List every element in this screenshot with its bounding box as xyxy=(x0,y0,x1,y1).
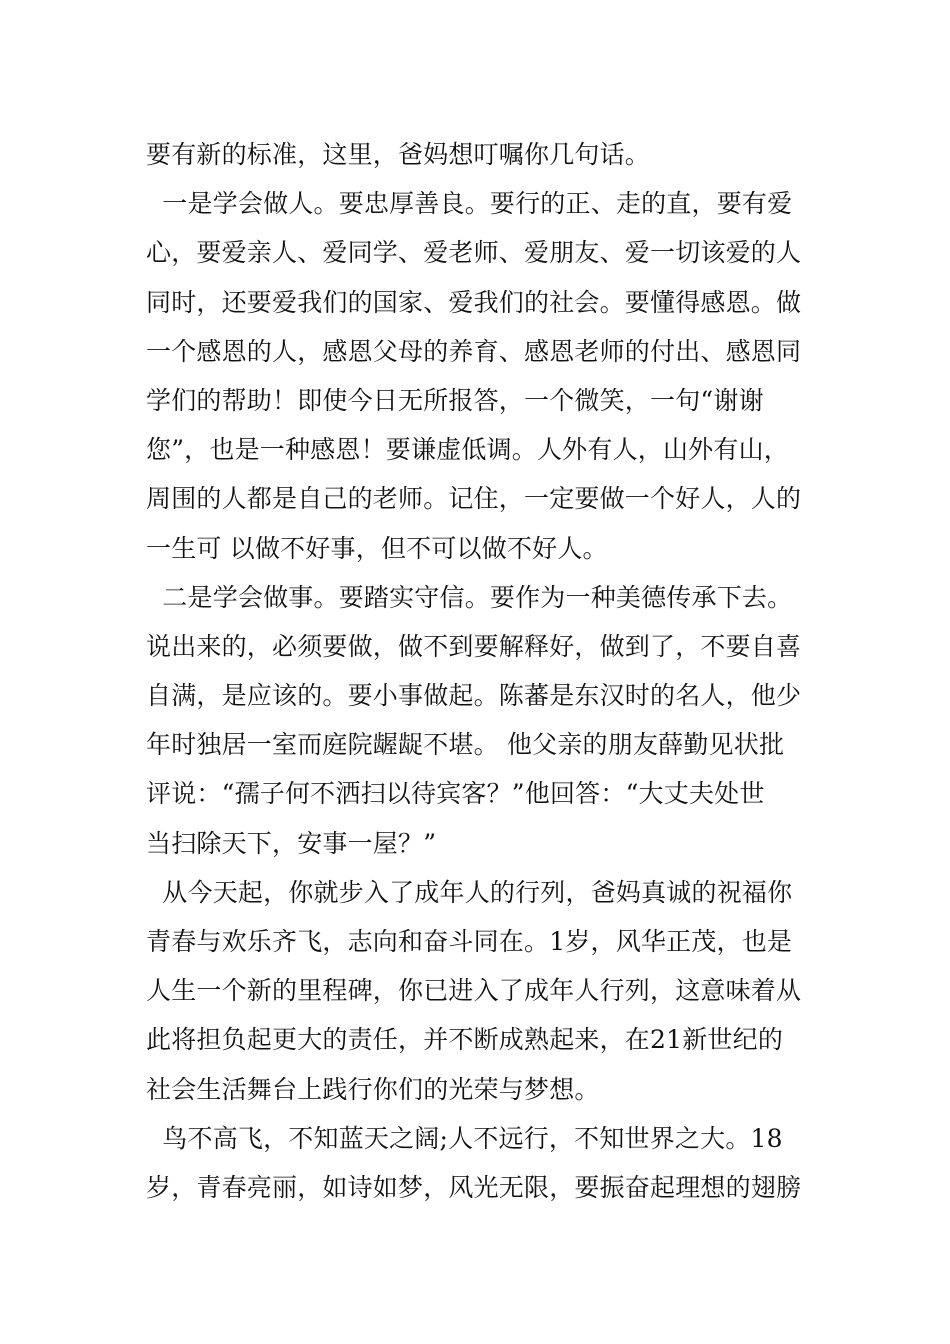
document-body xyxy=(146,130,816,1212)
text-line: 年时独居一室而庭院龌龊不堪。 他父亲的朋友薛勤见状批 xyxy=(146,730,785,760)
text-line: 一是学会做人。要忠厚善良。要行的正、走的直，要有爱 xyxy=(146,189,793,219)
text-line: 一生可 以做不好事，但不可以做不好人。 xyxy=(146,533,608,563)
text-line: 要有新的标准，这里，爸妈想叮嘱你几句话。 xyxy=(146,140,651,169)
text-line: 鸟不高飞，不知蓝天之阔;人不远行，不知世界之大。18 xyxy=(146,1123,783,1153)
text-line: 您”，也是一种感恩！要谦虚低调。人外有人，山外有山， xyxy=(146,435,789,465)
text-line: 学们的帮助！即使今日无所报答，一个微笑，一句“谢谢 xyxy=(146,385,764,415)
text-line: 当扫除天下，安事一屋？” xyxy=(146,828,437,858)
text-line: 从今天起，你就步入了成年人的行列，爸妈真诚的祝福你 xyxy=(146,877,793,907)
text-line: 同时，还要爱我们的国家、爱我们的社会。要懂得感恩。做 xyxy=(146,287,802,317)
text-line: 青春与欢乐齐飞，志向和奋斗同在。1岁，风华正茂，也是 xyxy=(146,927,793,956)
text-line: 周围的人都是自己的老师。记住，一定要做一个好人，人的 xyxy=(146,484,802,514)
text-line: 社会生活舞台上践行你们的光荣与梦想。 xyxy=(146,1074,600,1104)
text-line: 自满，是应该的。要小事做起。陈蕃是东汉时的名人，他少 xyxy=(146,681,802,711)
text-line: 心，要爱亲人、爱同学、爱老师、爱朋友、爱一切该爱的人 xyxy=(146,238,802,268)
text-line: 一个感恩的人，感恩父母的养育、感恩老师的付出、感恩同 xyxy=(146,336,802,366)
text-line: 二是学会做事。要踏实守信。要作为一种美德传承下去。 xyxy=(146,582,793,612)
text-line: 评说：“孺子何不洒扫以待宾客？”他回答：“大丈夫处世 xyxy=(146,779,765,809)
text-line: 此将担负起更大的责任，并不断成熟起来，在21新世纪的 xyxy=(146,1025,784,1055)
text-line: 岁，青春亮丽，如诗如梦，风光无限，要振奋起理想的翅膀 xyxy=(146,1172,802,1202)
text-line: 说出来的，必须要做，做不到要解释好，做到了，不要自喜 xyxy=(146,631,802,661)
text-line: 人生一个新的里程碑，你已进入了成年人行列，这意味着从 xyxy=(146,976,802,1006)
